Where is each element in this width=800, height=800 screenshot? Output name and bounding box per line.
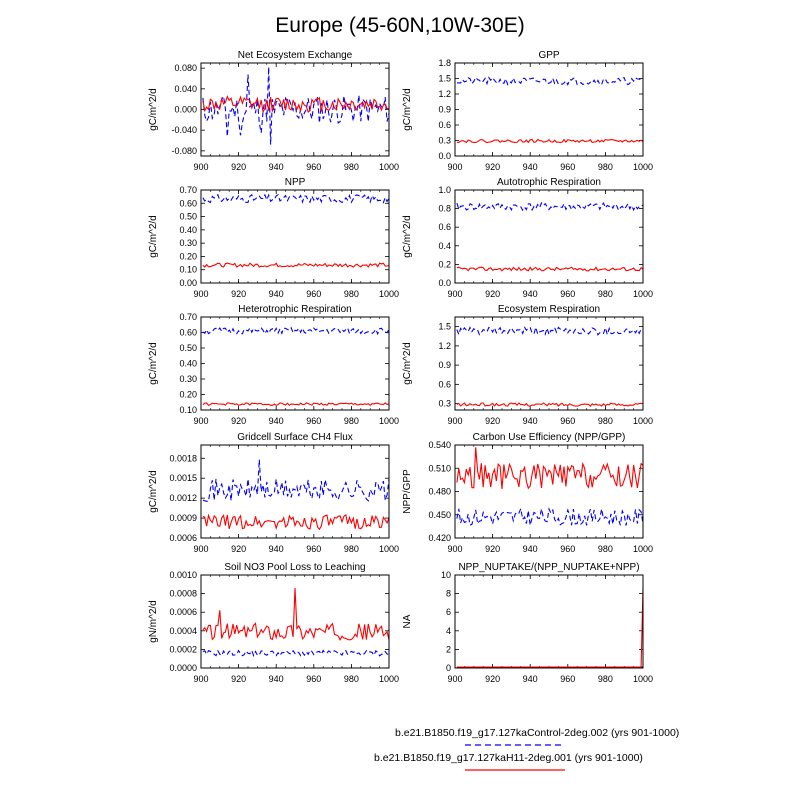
x-tick-label: 1000 <box>632 162 654 172</box>
x-tick-label: 920 <box>485 289 501 299</box>
y-tick-label: 0.0015 <box>169 473 197 484</box>
y-tick-label: -0.040 <box>171 125 197 136</box>
y-axis-label: gC/m^2/d <box>148 88 159 131</box>
x-tick-label: 1000 <box>632 289 654 299</box>
x-tick-label: 1000 <box>378 162 400 172</box>
y-tick-label: 0.450 <box>428 509 451 520</box>
chart-npp-nuptake-npp-nuptake-npp <box>402 562 653 684</box>
x-tick-label: 920 <box>231 416 247 426</box>
x-tick-label: 980 <box>343 162 359 172</box>
y-tick-label: 0.50 <box>179 211 197 222</box>
y-tick-label: 0.6 <box>438 120 451 130</box>
y-tick-label: 0.20 <box>179 389 197 400</box>
y-tick-label: 0.0002 <box>169 644 197 655</box>
plot-frame <box>455 575 643 668</box>
y-tick-label: 0.040 <box>174 83 197 94</box>
series-line-127kacontrol <box>457 78 643 85</box>
y-tick-label: 0.0 <box>438 278 451 288</box>
x-tick-label: 1000 <box>378 674 400 684</box>
series-line-127kah11 <box>203 588 389 640</box>
x-tick-label: 920 <box>485 162 501 172</box>
series-line-127kacontrol <box>457 203 643 210</box>
legend-swatch-experiment <box>465 768 565 772</box>
x-tick-label: 980 <box>597 416 613 426</box>
y-tick-label: -0.080 <box>171 145 197 156</box>
y-tick-label: 0.30 <box>179 374 197 384</box>
y-tick-label: 0.2 <box>438 259 451 270</box>
y-tick-label: 4 <box>445 625 451 636</box>
x-tick-label: 960 <box>560 289 576 299</box>
series-line-127kah11 <box>457 267 643 271</box>
y-tick-label: 0.40 <box>179 224 197 235</box>
y-axis-label: NA <box>402 614 413 629</box>
y-tick-label: 0.70 <box>179 312 197 322</box>
y-tick-label: 0.0010 <box>169 570 197 580</box>
y-tick-label: 0.3 <box>438 398 451 409</box>
x-tick-label: 940 <box>268 416 284 426</box>
x-tick-label: 980 <box>343 544 359 554</box>
x-tick-label: 960 <box>306 162 322 172</box>
legend-label-experiment: b.e21.B1850.f19_g17.127kaH11-2deg.001 (yrs 901-1000) <box>374 752 643 764</box>
series-line-127kacontrol <box>203 460 389 502</box>
chart-title: Carbon Use Efficiency (NPP/GPP) <box>472 432 626 443</box>
x-tick-label: 900 <box>447 416 463 426</box>
x-tick-label: 1000 <box>632 416 654 426</box>
series-line-127kah11 <box>457 140 643 143</box>
y-tick-label: 0.0006 <box>169 607 197 618</box>
y-axis-label: gC/m^2/d <box>148 342 159 385</box>
chart-ecosystem-respiration <box>402 304 653 426</box>
y-tick-label: 0 <box>445 663 451 673</box>
y-tick-label: 0.0004 <box>169 625 197 636</box>
x-tick-label: 940 <box>522 544 538 554</box>
legend-label-control: b.e21.B1850.f19_g17.127kaControl-2deg.002 (yrs 901-1000) <box>395 727 680 739</box>
x-tick-label: 960 <box>306 544 322 554</box>
x-tick-label: 1000 <box>378 544 400 554</box>
y-axis-label: gC/m^2/d <box>402 342 413 385</box>
y-tick-label: 0.0018 <box>169 453 197 464</box>
y-tick-label: 0.510 <box>428 463 451 474</box>
y-tick-label: 0.0012 <box>169 493 197 504</box>
y-tick-label: 0.40 <box>179 358 197 369</box>
x-tick-label: 960 <box>560 674 576 684</box>
x-tick-label: 900 <box>447 674 463 684</box>
y-axis-label: gC/m^2/d <box>402 215 413 258</box>
legend-entry-experiment <box>374 752 643 764</box>
plot-frame <box>455 317 643 410</box>
y-tick-label: 0.0 <box>438 151 451 161</box>
chart-title: NPP_NUPTAKE/(NPP_NUPTAKE+NPP) <box>458 562 640 573</box>
series-line-127kacontrol <box>457 327 643 334</box>
series-line-127kah11 <box>457 588 643 667</box>
x-tick-label: 980 <box>343 674 359 684</box>
x-tick-label: 900 <box>193 289 209 299</box>
x-tick-label: 980 <box>597 544 613 554</box>
y-tick-label: 8 <box>445 588 451 599</box>
chart-title: Heterotrophic Respiration <box>238 304 352 315</box>
x-tick-label: 920 <box>231 544 247 554</box>
y-tick-label: 1.5 <box>438 321 451 332</box>
x-tick-label: 960 <box>306 289 322 299</box>
chart-title: Autotrophic Respiration <box>497 177 601 188</box>
y-tick-label: 0.080 <box>174 63 197 74</box>
y-tick-label: 0.50 <box>179 343 197 353</box>
x-tick-label: 980 <box>597 674 613 684</box>
y-axis-label: gC/m^2/d <box>402 88 413 131</box>
chart-title: Gridcell Surface CH4 Flux <box>237 432 353 443</box>
x-tick-label: 900 <box>447 162 463 172</box>
chart-gridcell-surface-ch4-flux <box>148 432 399 554</box>
series-line-127kacontrol <box>203 650 389 656</box>
series-line-127kah11 <box>457 447 643 489</box>
y-tick-label: 0.0008 <box>169 588 197 599</box>
x-tick-label: 920 <box>231 289 247 299</box>
y-tick-label: 0.9 <box>438 360 451 371</box>
y-tick-label: 0.9 <box>438 104 451 115</box>
x-tick-label: 1000 <box>378 416 400 426</box>
series-line-127kacontrol <box>457 509 643 526</box>
y-tick-label: 1.0 <box>438 185 451 195</box>
chart-title: Net Ecosystem Exchange <box>237 50 353 61</box>
plot-frame <box>201 190 389 283</box>
x-tick-label: 940 <box>522 289 538 299</box>
series-line-127kah11 <box>203 403 389 405</box>
x-tick-label: 980 <box>343 289 359 299</box>
y-tick-label: 1.2 <box>438 89 451 99</box>
x-tick-label: 940 <box>522 674 538 684</box>
y-tick-label: 0.540 <box>428 440 451 450</box>
y-tick-label: 0.0000 <box>169 663 197 673</box>
legend-swatch-control <box>465 743 565 747</box>
y-tick-label: 0.3 <box>438 135 451 146</box>
x-tick-label: 940 <box>522 162 538 172</box>
x-tick-label: 1000 <box>632 674 654 684</box>
chart-net-ecosystem-exchange <box>148 50 399 172</box>
x-tick-label: 900 <box>193 544 209 554</box>
x-tick-label: 980 <box>343 416 359 426</box>
x-tick-label: 940 <box>268 289 284 299</box>
y-tick-label: 0.420 <box>428 533 451 543</box>
chart-title: Soil NO3 Pool Loss to Leaching <box>224 562 366 573</box>
chart-gpp <box>402 50 653 172</box>
x-tick-label: 1000 <box>378 289 400 299</box>
legend-entry-control <box>395 727 679 739</box>
x-tick-label: 940 <box>522 416 538 426</box>
x-tick-label: 900 <box>193 162 209 172</box>
chart-title: GPP <box>538 50 560 61</box>
y-tick-label: 0.4 <box>438 240 451 251</box>
figure-title: Europe (45-60N,10W-30E) <box>275 14 525 37</box>
y-tick-label: 2 <box>445 644 451 655</box>
chart-autotrophic-respiration <box>402 177 653 299</box>
y-tick-label: 0.60 <box>179 198 197 209</box>
x-tick-label: 920 <box>231 162 247 172</box>
x-tick-label: 900 <box>193 416 209 426</box>
x-tick-label: 920 <box>485 544 501 554</box>
series-line-127kah11 <box>203 263 389 267</box>
x-tick-label: 960 <box>306 674 322 684</box>
series-line-127kah11 <box>203 515 389 529</box>
y-tick-label: 10 <box>440 570 451 580</box>
y-tick-label: 0.70 <box>179 185 197 195</box>
y-tick-label: 0.00 <box>179 278 197 288</box>
chart-title: NPP <box>284 177 306 188</box>
plot-frame <box>455 63 643 156</box>
plot-frame <box>201 63 389 156</box>
y-tick-label: 0.10 <box>179 264 197 275</box>
chart-heterotrophic-respiration <box>148 304 399 426</box>
x-tick-label: 900 <box>447 544 463 554</box>
x-tick-label: 960 <box>560 416 576 426</box>
y-tick-label: 0.000 <box>174 104 197 115</box>
x-tick-label: 1000 <box>632 544 654 554</box>
y-tick-label: 0.480 <box>428 486 451 497</box>
chart-carbon-use-efficiency-npp-gpp <box>402 432 653 554</box>
x-tick-label: 960 <box>560 544 576 554</box>
x-tick-label: 960 <box>560 162 576 172</box>
y-axis-label: gC/m^2/d <box>148 215 159 258</box>
panels-group <box>148 50 653 684</box>
x-tick-label: 980 <box>597 162 613 172</box>
chart-npp <box>148 177 399 299</box>
x-tick-label: 940 <box>268 162 284 172</box>
x-tick-label: 980 <box>597 289 613 299</box>
chart-soil-no3-pool-loss-to-leaching <box>148 562 399 684</box>
y-tick-label: 0.6 <box>438 222 451 233</box>
x-tick-label: 960 <box>306 416 322 426</box>
x-tick-label: 920 <box>231 674 247 684</box>
chart-title: Ecosystem Respiration <box>497 304 601 315</box>
y-tick-label: 6 <box>445 607 451 618</box>
x-tick-label: 920 <box>485 416 501 426</box>
y-tick-label: 0.0006 <box>169 533 197 543</box>
x-tick-label: 920 <box>485 674 501 684</box>
y-tick-label: 0.8 <box>438 203 451 214</box>
x-tick-label: 940 <box>268 544 284 554</box>
x-tick-label: 940 <box>268 674 284 684</box>
plot-frame <box>455 445 643 538</box>
y-tick-label: 0.10 <box>179 405 197 415</box>
y-tick-label: 0.60 <box>179 327 197 338</box>
series-line-127kacontrol <box>203 195 389 203</box>
y-axis-label: gN/m^2/d <box>148 600 159 643</box>
x-tick-label: 900 <box>447 289 463 299</box>
plot-frame <box>455 190 643 283</box>
y-tick-label: 1.5 <box>438 73 451 84</box>
y-tick-label: 1.8 <box>438 58 451 68</box>
y-tick-label: 0.20 <box>179 251 197 262</box>
y-tick-label: 0.6 <box>438 379 451 390</box>
series-line-127kacontrol <box>203 328 389 334</box>
y-axis-label: gC/m^2/d <box>148 470 159 513</box>
series-line-127kah11 <box>457 403 643 406</box>
y-axis-label: NPP/GPP <box>402 469 413 514</box>
y-tick-label: 0.30 <box>179 238 197 249</box>
y-tick-label: 0.0009 <box>169 513 197 524</box>
x-tick-label: 900 <box>193 674 209 684</box>
y-tick-label: 1.2 <box>438 340 451 351</box>
